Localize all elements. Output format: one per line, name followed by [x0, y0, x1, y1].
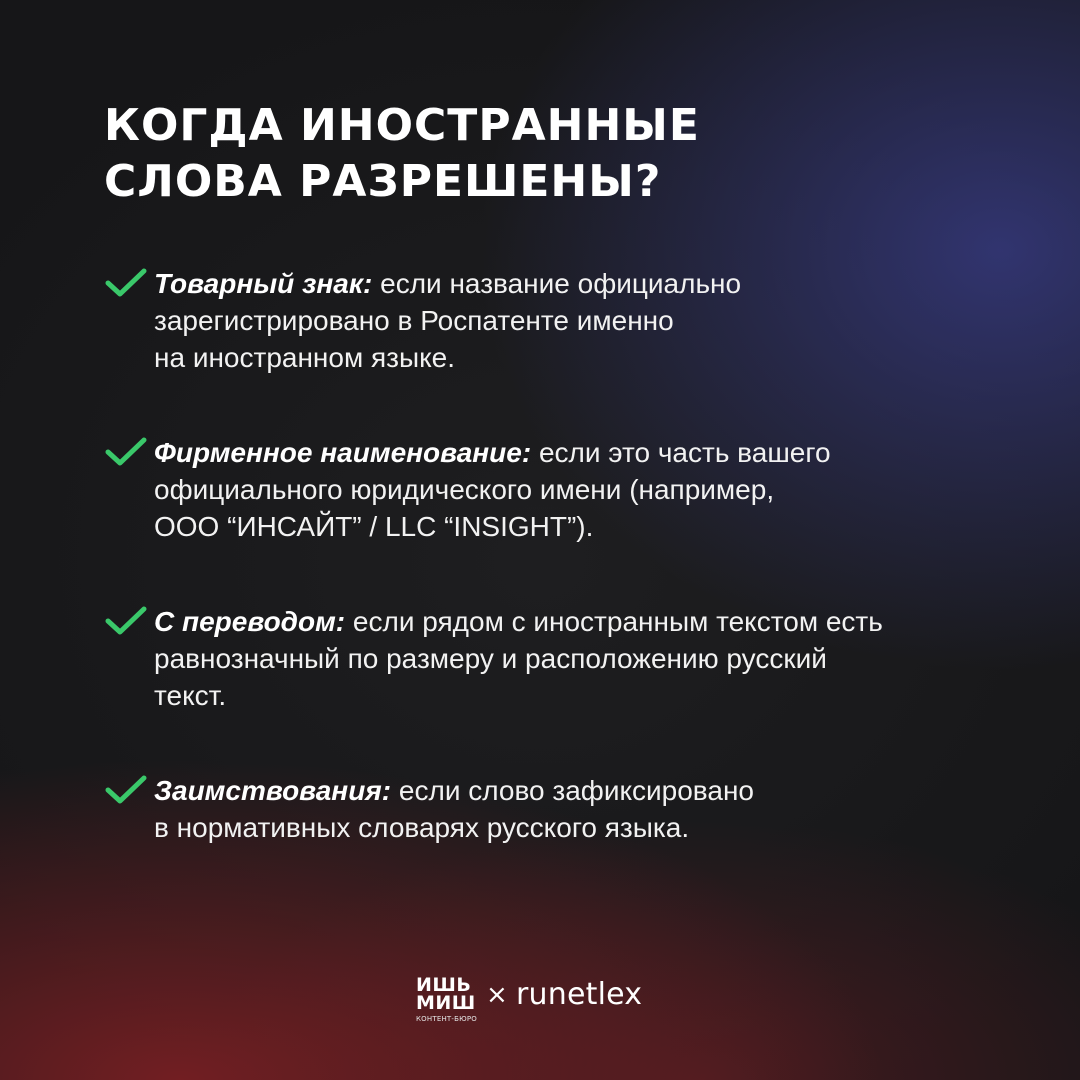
title-line-2: СЛОВА РАЗРЕШЕНЫ? [104, 156, 662, 207]
logo-subtitle: КОНТЕНТ-БЮРО [416, 1015, 477, 1023]
item-description: если слово зафиксировано в нормативных словарях русского языка. [154, 775, 754, 843]
item-term: Товарный знак: [154, 268, 373, 299]
item-description: если это часть вашего официального юридического имени (например, ООО “ИНСАЙТ” / LLC “INSIGHT”). [154, 437, 831, 542]
title-line-1: КОГДА ИНОСТРАННЫЕ [104, 100, 700, 151]
logo-line-1: ИШЬ [416, 974, 472, 996]
list-item-company-name [104, 434, 1004, 545]
item-term: Заимствования: [154, 775, 392, 806]
item-term: Фирменное наименование: [154, 437, 532, 468]
logo-line-2: МИШ [416, 992, 476, 1014]
item-term: С переводом: [154, 606, 346, 637]
checkmark-icon [104, 436, 148, 468]
list-item-borrowings [104, 772, 1004, 846]
ishmish-logo [416, 976, 480, 1024]
item-description: если рядом с иностранным текстом есть равнозначный по размеру и расположению русский текст. [154, 606, 883, 711]
collab-separator: × [486, 980, 508, 1010]
slide-title [104, 98, 804, 210]
checkmark-icon [104, 774, 148, 806]
checkmark-icon [104, 267, 148, 299]
list-item-trademark [104, 265, 1004, 376]
footer-logos [0, 972, 1080, 1032]
checkmark-icon [104, 605, 148, 637]
runetlex-logo: runetlex [516, 977, 643, 1012]
item-description: если название официально зарегистрировано в Роспатенте именно на иностранном языке. [154, 268, 742, 373]
conditions-list [104, 265, 1004, 904]
list-item-translation [104, 603, 1004, 714]
